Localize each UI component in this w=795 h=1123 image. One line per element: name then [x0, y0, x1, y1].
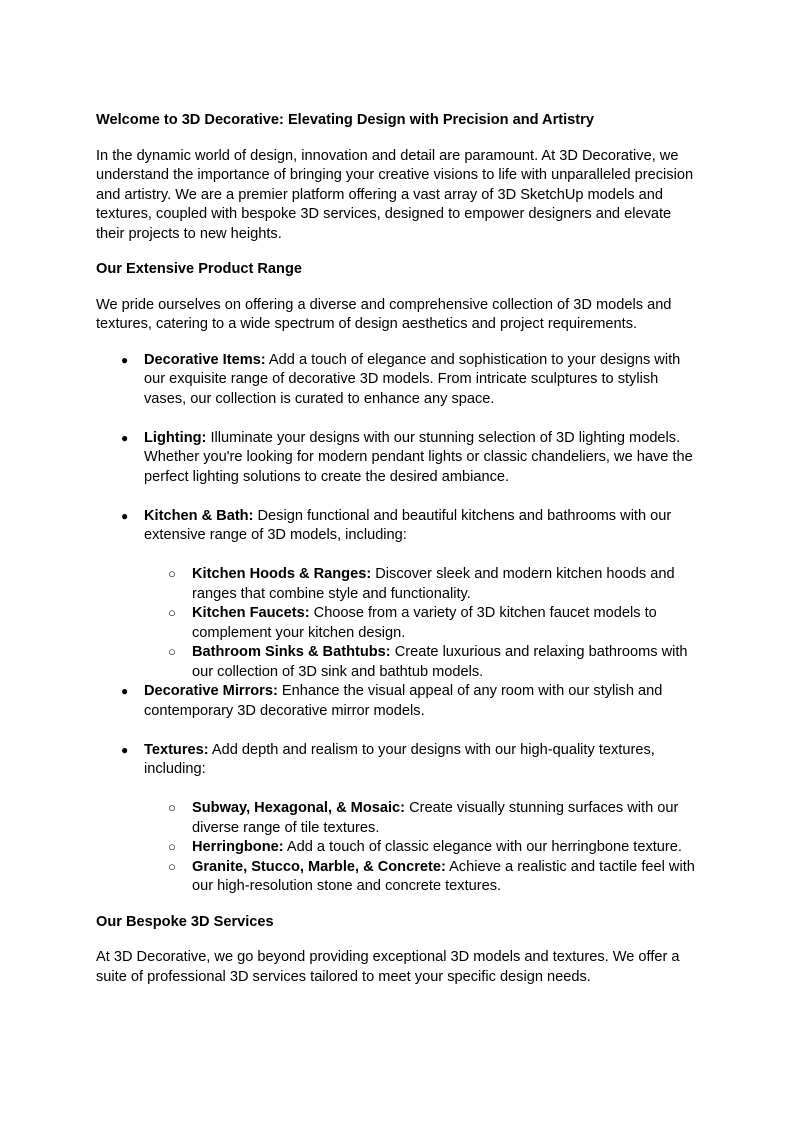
product-range-heading: Our Extensive Product Range [96, 261, 302, 277]
sub-item-label: Herringbone: [192, 839, 284, 855]
intro-paragraph: In the dynamic world of design, innovation and detail are paramount. At 3D Decorative, we understand the importance of bringing your creative visions to life with unparalleled precision and artistry. We are a premier platform offering a vast array of 3D SketchUp models and textures, coupled with bespoke 3D services, designed to empower designers and elevate their projects to new heights. [96, 147, 694, 242]
sub-list-item [144, 799, 700, 838]
services-intro: At 3D Decorative, we go beyond providing exceptional 3D models and textures. We offer a suite of professional 3D services tailored to meet your specific design needs. [96, 949, 680, 985]
sub-list-item [144, 858, 700, 897]
list-item [96, 741, 700, 897]
sub-item-label: Granite, Stucco, Marble, & Concrete: [192, 858, 446, 875]
item-text: Add depth and realism to your designs with our high-quality textures, including: [144, 741, 655, 777]
item-label: Decorative Items: [144, 351, 266, 368]
item-label: Textures: [144, 741, 209, 758]
item-label: Kitchen & Bath: [144, 507, 254, 524]
item-text: Design functional and beautiful kitchens and bathrooms with our extensive range of 3D models, including: [144, 507, 672, 543]
list-item [96, 682, 700, 721]
sub-item-text: Create visually stunning surfaces with our diverse range of tile textures. [192, 800, 679, 836]
item-text: Enhance the visual appeal of any room with our stylish and contemporary 3D decorative mirror models. [144, 683, 663, 719]
sub-item-text: Add a touch of classic elegance with our herringbone texture. [283, 839, 682, 855]
sub-item-text: Choose from a variety of 3D kitchen faucet models to complement your kitchen design. [192, 605, 657, 641]
item-label: Lighting: [144, 429, 207, 446]
bullet-icon: ● [121, 508, 129, 523]
sub-list [144, 565, 700, 682]
list-item [96, 351, 700, 410]
list-item [96, 429, 700, 488]
sub-list-item [144, 604, 700, 643]
services-heading: Our Bespoke 3D Services [96, 913, 274, 930]
product-range-intro: We pride ourselves on offering a diverse and comprehensive collection of 3D models and textures, catering to a wide spectrum of design aesthetics and project requirements. [96, 296, 672, 332]
circle-bullet-icon: ○ [168, 858, 176, 874]
circle-bullet-icon: ○ [168, 644, 176, 659]
bullet-icon: ● [121, 430, 129, 445]
sub-item-label: Subway, Hexagonal, & Mosaic: [192, 800, 406, 816]
sub-list-item [144, 838, 700, 858]
sub-item-text: Discover sleek and modern kitchen hoods and ranges that combine style and functionality. [192, 566, 675, 602]
page-title: Welcome to 3D Decorative: Elevating Design with Precision and Artistry [96, 112, 594, 128]
circle-bullet-icon: ○ [168, 839, 176, 854]
sub-list [144, 799, 700, 897]
sub-item-text: Achieve a realistic and tactile feel with our high-resolution stone and concrete textures. [192, 858, 695, 894]
sub-item-label: Bathroom Sinks & Bathtubs: [192, 644, 391, 660]
bullet-icon: ● [121, 742, 129, 757]
bullet-icon: ● [121, 352, 129, 367]
product-list [96, 351, 700, 897]
item-label: Decorative Mirrors: [144, 683, 278, 699]
item-text: Illuminate your designs with our stunning selection of 3D lighting models. Whether you're looking for modern pendant lights or classic chandeliers, we have the perfect lighting solutions to create the desired ambiance. [144, 429, 693, 485]
document-page [96, 111, 700, 1003]
bullet-icon: ● [121, 684, 129, 698]
circle-bullet-icon: ○ [168, 800, 176, 815]
sub-item-label: Kitchen Faucets: [192, 605, 310, 621]
circle-bullet-icon: ○ [168, 566, 176, 581]
sub-list-item [144, 643, 700, 682]
item-text: Add a touch of elegance and sophistication to your designs with our exquisite range of decorative 3D models. From intricate sculptures to stylish vases, our collection is curated to enhance any space. [144, 351, 681, 407]
circle-bullet-icon: ○ [168, 605, 176, 620]
list-item [96, 507, 700, 683]
sub-item-label: Kitchen Hoods & Ranges: [192, 566, 372, 582]
sub-item-text: Create luxurious and relaxing bathrooms with our collection of 3D sink and bathtub models. [192, 644, 688, 680]
sub-list-item [144, 565, 700, 604]
